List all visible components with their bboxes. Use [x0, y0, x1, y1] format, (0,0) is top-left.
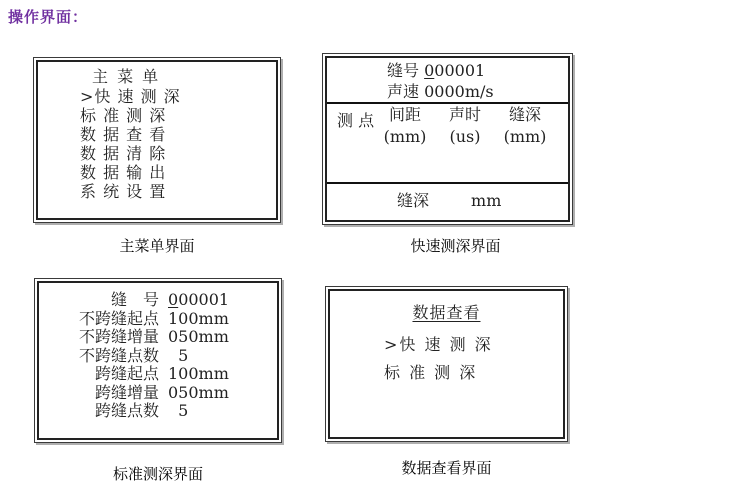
seam-number-rest: 00001 [434, 61, 486, 80]
menu-item-data-clear: 数 据 清 除 [80, 144, 167, 163]
column-spacing: 间距 [388, 105, 421, 124]
menu-item-quick-depth: >快 速 测 深 [80, 87, 181, 106]
quick-measure-header [327, 58, 568, 102]
caption-quick-measure: 快速测深界面 [410, 237, 501, 255]
param-row-noncross-increment [39, 328, 277, 347]
sound-speed-line [387, 81, 568, 102]
seam-number-row [39, 291, 277, 310]
param-row-noncross-start [39, 310, 277, 329]
unit-sound-time: (us) [449, 127, 481, 146]
param-row-noncross-points [39, 347, 277, 366]
quick-measure-display [325, 56, 570, 222]
menu-item-system-settings: 系 统 设 置 [80, 182, 167, 201]
sound-speed-value: 0000m/s [424, 82, 494, 101]
footer-seam-depth-label: 缝深 [397, 191, 430, 210]
menu-item-data-output: 数 据 输 出 [80, 163, 167, 182]
seam-number-label: 缝号 [387, 61, 420, 80]
unit-seam-depth: (mm) [503, 127, 547, 146]
data-view-item-standard-depth: 标 准 测 深 [384, 363, 478, 382]
seam-number-label: 缝 号 [110, 290, 159, 309]
data-view-title: 数据查看 [412, 303, 481, 322]
caption-standard-measure: 标准测深界面 [112, 465, 203, 483]
screen-main-menu [33, 57, 281, 223]
screen-quick-measure [322, 53, 573, 225]
param-label: 跨缝点数 [94, 401, 159, 420]
param-label: 不跨缝点数 [78, 345, 159, 365]
param-label: 跨缝起点 [94, 364, 159, 383]
param-value: 5 [168, 345, 189, 365]
menu-item-standard-depth: 标 准 测 深 [80, 106, 167, 125]
param-label: 跨缝增量 [94, 382, 159, 402]
param-value: 100mm [168, 364, 229, 383]
page-title: 操作界面： [8, 8, 89, 26]
param-row-cross-start [39, 365, 277, 384]
param-value: 050mm [168, 382, 229, 402]
seam-number-rest: 00001 [178, 290, 230, 309]
column-headers-row [327, 104, 568, 130]
main-menu-display [36, 60, 278, 220]
column-point: 测 点 [337, 111, 375, 130]
param-value: 100mm [168, 308, 229, 328]
seam-number-cursor-digit: 0 [424, 61, 435, 80]
unit-spacing: (mm) [383, 127, 427, 146]
standard-measure-display [37, 281, 279, 440]
unit-point-placeholder [327, 132, 375, 154]
data-view-item-quick-depth: >快 速 测 深 [384, 335, 493, 354]
column-seam-depth: 缝深 [508, 105, 541, 124]
quick-measure-footer [327, 184, 568, 220]
param-row-cross-points [39, 402, 277, 421]
menu-item-data-view: 数 据 查 看 [80, 125, 167, 144]
seam-number-value [424, 61, 485, 80]
seam-number-cursor-digit: 0 [168, 290, 179, 309]
caption-data-view: 数据查看界面 [401, 459, 492, 477]
param-label: 不跨缝起点 [78, 308, 159, 328]
sound-speed-label: 声速 [387, 82, 420, 101]
footer-seam-depth-unit: mm [471, 191, 502, 210]
screen-data-view [325, 286, 568, 442]
param-row-cross-increment [39, 384, 277, 403]
param-value: 050mm [168, 327, 229, 346]
main-menu-title: 主 菜 单 [92, 67, 161, 86]
data-view-display [328, 289, 565, 439]
caption-main-menu: 主菜单界面 [119, 237, 195, 255]
column-sound-time: 声时 [448, 105, 481, 124]
param-label: 不跨缝增量 [78, 327, 159, 346]
param-value: 5 [168, 401, 189, 420]
seam-number-line [387, 60, 568, 81]
seam-number-value [159, 291, 229, 310]
screen-standard-measure [34, 278, 282, 443]
